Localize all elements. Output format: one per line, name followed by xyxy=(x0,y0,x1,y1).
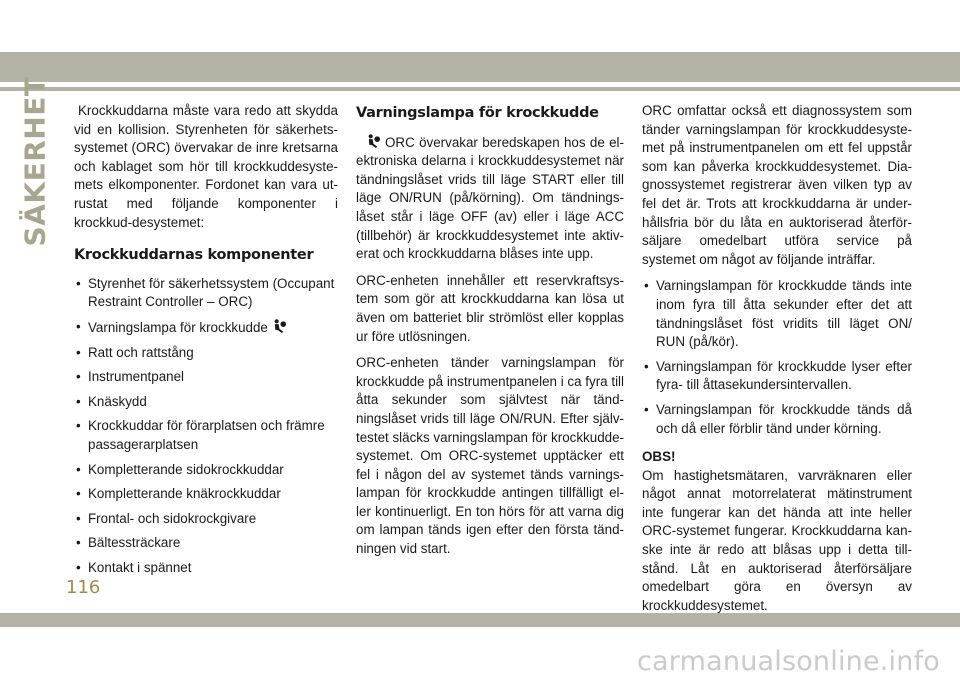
note-text: Om hastighetsmätaren, varvräknaren eller något annat motorrelaterat mätinstrument inte fungerar kan det hända att inte heller ORC-systemet fungerar. Krockkuddarna kan-ske inte är redo att blåsas upp i detta till-stånd. Låt en auktoriserad återförsäljare omedelbart göra en översyn av krockkuddesystemet. xyxy=(642,467,912,613)
list-item: • Varningslampa för krockkudde xyxy=(74,318,338,338)
warning-lamp-heading: Varningslampa för krockkudde xyxy=(356,105,599,121)
paragraph: ORC övervakar beredskapen hos de el-ektroniska delarna i krockkuddesystemet när tändningslåset vrids till läge START eller till läge ON/RUN (på/körning). Om tändnings-låset står i läge OFF (av) eller i läge ACC (tillbehör) är krockkuddesystemet inte aktiv-erat och krockkuddarna blåses inte upp. xyxy=(356,134,624,262)
list-item: • Varningslampan för krockkudde tänds inte inom fyra till åtta sekunder efter det att tändningslåset föst vridits till läget ON/ RUN (på/kör). xyxy=(642,277,912,351)
list-item: • Styrenhet för säkerhetssystem (Occupant Restraint Controller – ORC) xyxy=(74,275,338,312)
column-3 xyxy=(642,102,912,623)
column-2 xyxy=(356,102,624,567)
airbag-warning-icon xyxy=(272,318,287,334)
page-number: 116 xyxy=(66,577,101,598)
list-item: • Frontal- och sidokrockgivare xyxy=(74,510,338,529)
column-1 xyxy=(74,102,338,583)
footer-band xyxy=(0,613,960,627)
header-band xyxy=(0,52,960,82)
watermark: carmanualsonline.info xyxy=(637,646,940,677)
list-item: • Ratt och rattstång xyxy=(74,344,338,363)
list-item: • Varningslampan för krockkudde lyser efter fyra- till åttasekundersintervallen. xyxy=(642,358,912,395)
section-tab xyxy=(10,76,60,246)
intro-paragraph: Krockkuddarna måste vara redo att skydda vid en kollision. Styrenheten för säkerhets-systemet (ORC) övervakar de inre kretsarna och kablaget som hör till krockkuddesyste-mets elkomponenter. Fordonet kan vara ut-rustat med följande komponenter i krockkud-desystemet: xyxy=(74,103,338,230)
paragraph: ORC omfattar också ett diagnossystem som tänder varningslampan för krockkuddesyste-met på instrumentpanelen om ett fel uppstår som kan påverka krockkuddesystemet. Dia-gnossystemet registrerar även vilken typ av fel det är. Trots att krockkuddarna är under-hållsfria bör du låta en auktoriserad återför-säljare omedelbart utföra service på systemet om något av följande inträffar. xyxy=(642,103,912,267)
list-item: • Kompletterande sidokrockkuddar xyxy=(74,461,338,480)
list-item: • Kompletterande knäkrockkuddar xyxy=(74,485,338,504)
list-item: • Knäskydd xyxy=(74,393,338,412)
note-title: OBS! xyxy=(642,449,676,465)
section-label: SÄKERHET xyxy=(18,76,52,246)
header-stripe xyxy=(0,87,960,91)
list-item: • Bältessträckare xyxy=(74,534,338,553)
list-item: • Kontakt i spännet xyxy=(74,559,338,578)
components-list xyxy=(74,275,338,578)
paragraph: ORC-enheten innehåller ett reservkraftsys-tem som gör att krockkuddarna kan lösa ut även om batteriet blir strömlöst eller kopplas ur före utlösningen. xyxy=(356,272,624,344)
list-item: • Krockkuddar för förarplatsen och främre passagerarplatsen xyxy=(74,417,338,454)
list-item: • Varningslampan för krockkudde tänds då och då eller förblir tänd under körning. xyxy=(642,401,912,438)
airbag-warning-icon xyxy=(366,133,381,149)
list-item: • Instrumentpanel xyxy=(74,368,338,387)
components-heading: Krockkuddarnas komponenter xyxy=(74,247,314,264)
paragraph: ORC-enheten tänder varningslampan för krockkudde på instrumentpanelen i ca fyra till åtta sekunder som självtest när tänd-ningslåset vrids till läge ON/RUN. Efter själv-testet släcks varningslampan för krockkudde-systemet. Om ORC-systemet upptäcker ett fel i någon del av systemet tänds varnings-lampan för krockkudde antingen tillfälligt el-ler kontinuerligt. En ton hörs för att varna dig om lampan tänds igen efter den första tänd-ningen vid start. xyxy=(356,355,624,557)
fault-list xyxy=(642,277,912,438)
